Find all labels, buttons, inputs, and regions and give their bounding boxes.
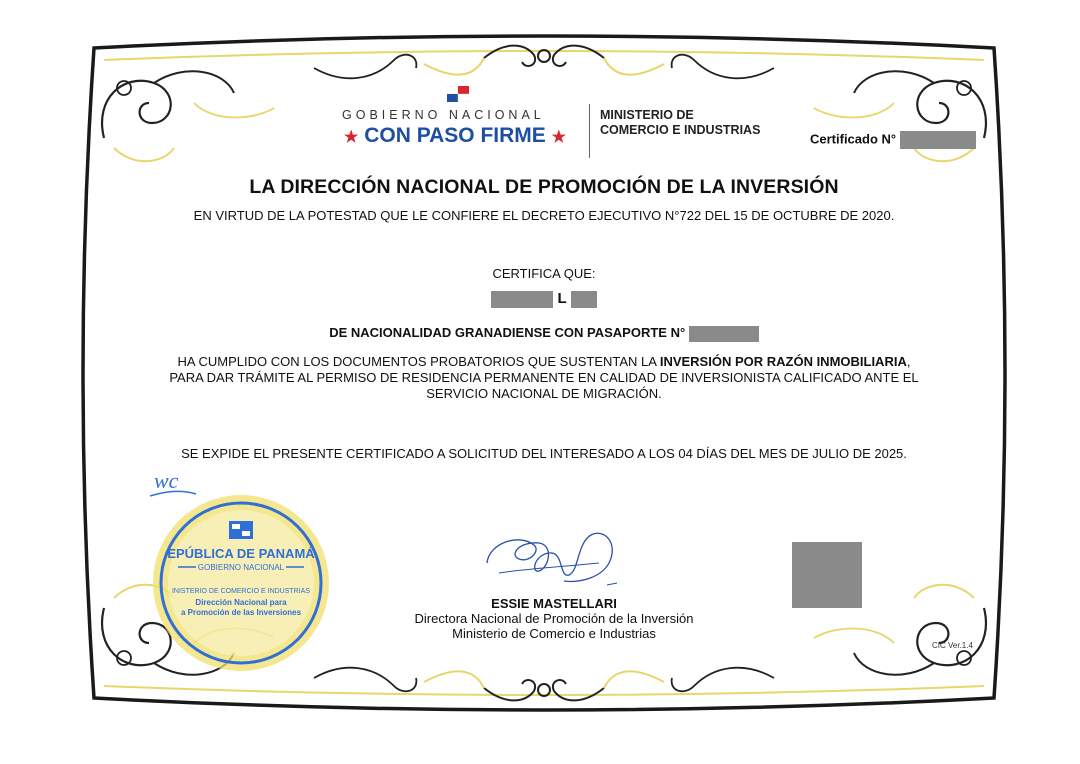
star-icon: ★ bbox=[344, 129, 359, 146]
certificate bbox=[64, 28, 1024, 718]
seal-line-4: Dirección Nacional para bbox=[195, 598, 287, 607]
signer-role: Directora Nacional de Promoción de la Inversión bbox=[414, 611, 694, 626]
government-slogan bbox=[344, 124, 574, 148]
signer-organization: Ministerio de Comercio e Industrias bbox=[452, 626, 656, 641]
seal-line-3: INISTERIO DE COMERCIO E INDUSTRIAS bbox=[171, 588, 311, 595]
nationality-line bbox=[64, 325, 1024, 342]
paragraph-comma: , bbox=[906, 354, 911, 369]
certification-paragraph bbox=[64, 354, 1024, 402]
redacted-last-name bbox=[571, 291, 597, 308]
certificate-number bbox=[810, 131, 976, 149]
version-label: CIC Ver.1.4 bbox=[932, 641, 973, 650]
ministry-line-2: COMERCIO E INDUSTRIAS bbox=[600, 123, 761, 137]
header-divider bbox=[589, 104, 590, 158]
paragraph-line-3: SERVICIO NACIONAL DE MIGRACIÓN. bbox=[426, 386, 662, 401]
investment-type: INVERSIÓN POR RAZÓN INMOBILIARIA bbox=[659, 354, 907, 369]
redacted-qr-code bbox=[792, 542, 862, 608]
issuance-statement: SE EXPIDE EL PRESENTE CERTIFICADO A SOLICITUD DEL INTERESADO A LOS 04 DÍAS DEL MES DE JULIO DE 2025. bbox=[181, 446, 907, 461]
star-icon: ★ bbox=[551, 129, 566, 146]
paragraph-line-1 bbox=[64, 354, 1024, 370]
legal-basis: EN VIRTUD DE LA POTESTAD QUE LE CONFIERE EL DECRETO EJECUTIVO N°722 DEL 15 DE OCTUBRE DE 2020. bbox=[193, 208, 895, 223]
redacted-first-name bbox=[491, 291, 553, 308]
paragraph-line-2: PARA DAR TRÁMITE AL PERMISO DE RESIDENCIA PERMANENTE EN CALIDAD DE INVERSIONISTA CALIFICADO ANTE EL bbox=[169, 370, 919, 385]
slogan-text: CON PASO FIRME bbox=[364, 124, 546, 147]
certificate-number-label: Certificado N° bbox=[810, 131, 897, 147]
holder-name bbox=[64, 290, 1024, 308]
holder-name-letter: L bbox=[557, 290, 567, 307]
redacted-passport-number bbox=[689, 326, 759, 342]
official-seal bbox=[136, 458, 366, 678]
document-title: LA DIRECCIÓN NACIONAL DE PROMOCIÓN DE LA INVERSIÓN bbox=[249, 176, 839, 198]
paragraph-text: HA CUMPLIDO CON LOS DOCUMENTOS PROBATORIOS QUE SUSTENTAN LA bbox=[177, 354, 660, 369]
ministry-line-1: MINISTERIO DE bbox=[600, 108, 694, 122]
seal-line-1: EPÚBLICA DE PANAMÁ bbox=[167, 546, 315, 561]
government-label: GOBIERNO NACIONAL bbox=[342, 108, 545, 122]
panama-flag-icon bbox=[447, 86, 469, 102]
redacted-certificate-number bbox=[900, 131, 976, 149]
nationality-text: DE NACIONALIDAD GRANADIENSE CON PASAPORTE N° bbox=[329, 325, 686, 340]
seal-initials: wc bbox=[154, 468, 179, 493]
signer-name: ESSIE MASTELLARI bbox=[491, 596, 617, 611]
seal-line-5: a Promoción de las Inversiones bbox=[180, 608, 302, 617]
certifies-label: CERTIFICA QUE: bbox=[492, 266, 596, 281]
ministry-name bbox=[600, 108, 800, 138]
handwritten-signature bbox=[479, 523, 624, 598]
seal-line-2: GOBIERNO NACIONAL bbox=[197, 563, 285, 572]
